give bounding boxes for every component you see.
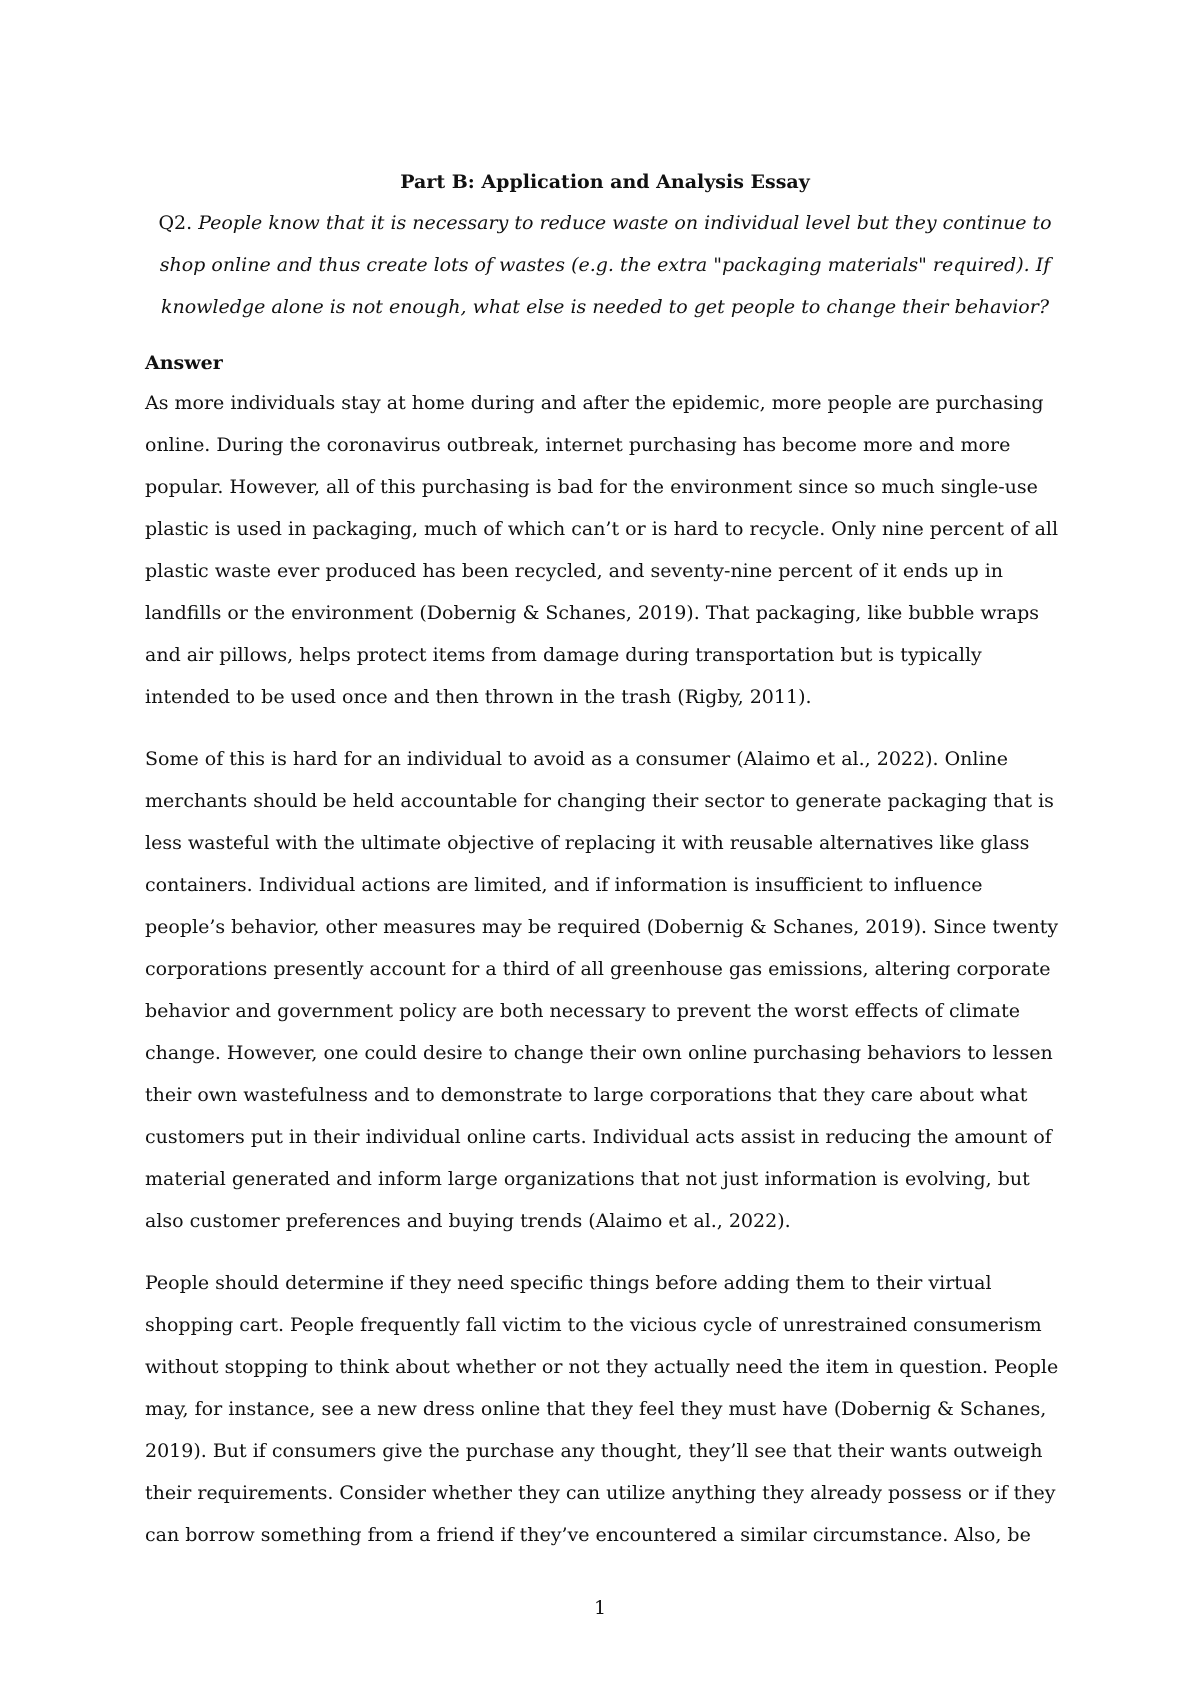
paragraph: Some of this is hard for an individual to avoid as a consumer (Alaimo et al., 2022). Online merchants should be held accountable for changing their sector to generate packaging that is less wasteful with the ultimate objective of replacing it with reusable alternatives like glass containers. Individual actions are limited, and if information is insufficient to influence people’s behavior, other measures may be required (Dobernig & Schanes, 2019). Since twenty corporations presently account for a third of all greenhouse gas emissions, altering corporate behavior and government policy are both necessary to prevent the worst effects of climate change. However, one could desire to change their own online purchasing behaviors to lessen their own wastefulness and to demonstrate to large corporations that they care about what customers put in their individual online carts. Individual acts assist in reducing the amount of material generated and inform large organizations that not just information is evolving, but also customer preferences and buying trends (Alaimo et al., 2022). [145,748,1059,1232]
document-body [145,168,1065,1576]
paragraph: As more individuals stay at home during and after the epidemic, more people are purchasing online. During the coronavirus outbreak, internet purchasing has become more and more popular. However, all of this purchasing is bad for the environment since so much single-use plastic is used in packaging, much of which can’t or is hard to recycle. Only nine percent of all plastic waste ever produced has been recycled, and seventy-nine percent of it ends up in landfills or the environment (Dobernig & Schanes, 2019). That packaging, like bubble wraps and air pillows, helps protect items from damage during transportation but is typically intended to be used once and then thrown in the trash (Rigby, 2011). [145,392,1059,708]
essay-title: Part B: Application and Analysis Essay [400,171,810,193]
page-number: 1 [593,1597,607,1619]
paragraph: People should determine if they need specific things before adding them to their virtual shopping cart. People frequently fall victim to the vicious cycle of unrestrained consumerism without stopping to think about whether or not they actually need the item in question. People may, for instance, see a new dress online that they feel they must have (Dobernig & Schanes, 2019). But if consumers give the purchase any thought, they’ll see that their wants outweigh their requirements. Consider whether they can utilize anything they already possess or if they can borrow something from a friend if they’ve encountered a similar circumstance. Also, be [145,1272,1059,1546]
question-prompt [145,202,1065,328]
question-text: People know that it is necessary to reduce waste on individual level but they continue to shop online and thus create lots of wastes (e.g. the extra "packaging materials" required). If knowledge alone is not enough, what else is needed to get people to change their behavior? [159,212,1052,318]
answer-heading: Answer [145,352,223,374]
question-label: Q2. [158,212,199,234]
